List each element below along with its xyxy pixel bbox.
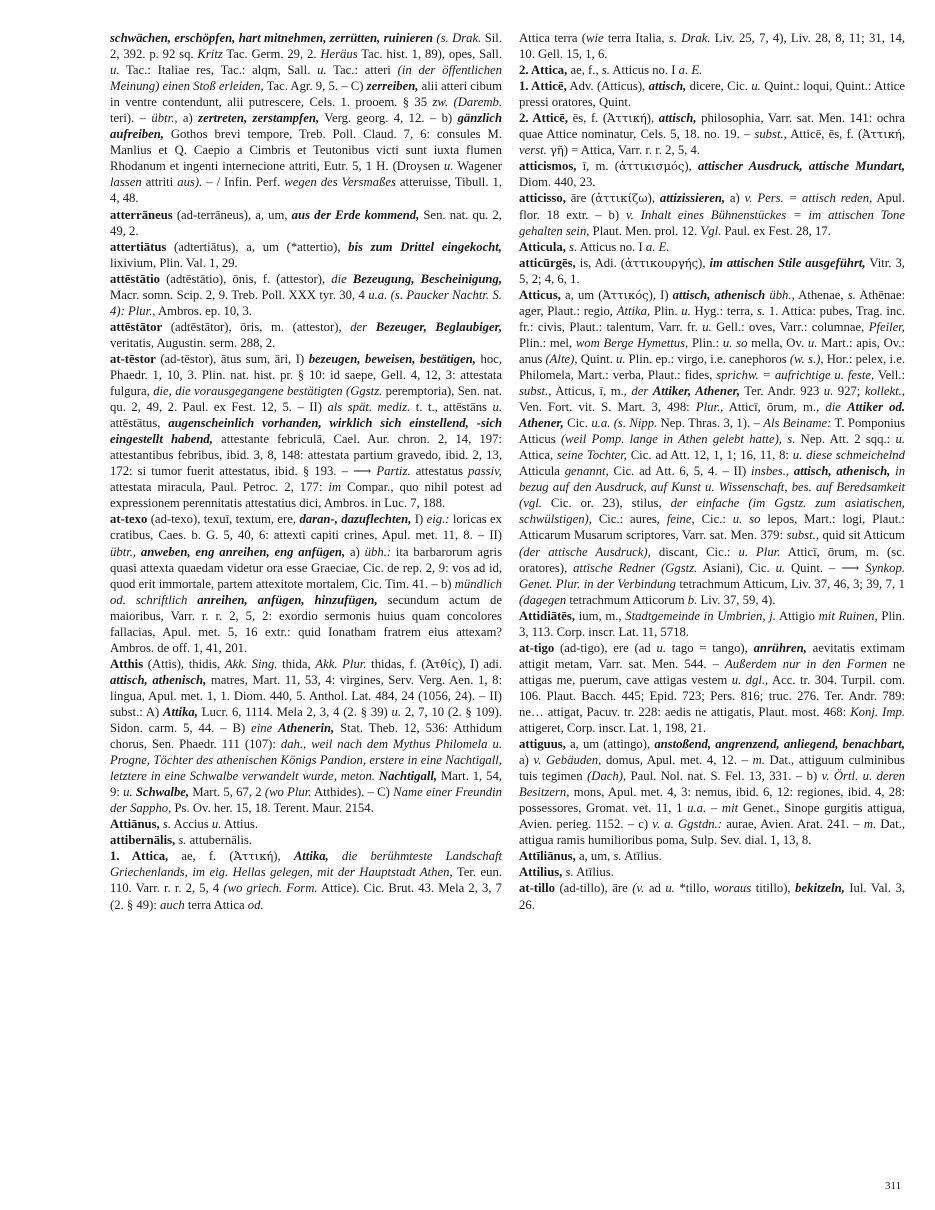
dictionary-entry: 2. Atticē, ēs, f. (Ἀττική), attisch, philosophia, Varr. sat. Men. 141: ochra quae Attice nominatur, Cels. 5, 18. no. 19. – subst., Atticē, ēs, f. (Ἀττική, verst. γῆ) = Attica, Varr. r. r. 2, 5, 4. xyxy=(519,111,905,158)
dictionary-entry: attertiātus (adtertiātus), a, um (*attertio), bis zum Drittel eingekocht, lixivium, Plin. Val. 1, 29. xyxy=(110,239,502,270)
dictionary-entry: at-tillo (ad-tillo), āre (v. ad u. *tillo, woraus titillo), bekitzeln, Iul. Val. 3, 26. xyxy=(519,881,905,912)
dictionary-entry: attēstātio (adtēstātio), ōnis, f. (attestor), die Bezeugung, Bescheinigung, Macr. somn. Scip. 2, 9. Treb. Poll. XXX tyr. 30, 4 u.a. (s. Paucker Nachtr. S. 4): Plur., Ambros. ep. 10, 3. xyxy=(110,271,503,318)
dictionary-entry: atticūrgēs, is, Adi. (ἀττικουργής), im attischen Stile ausgeführt, Vitr. 3, 5, 2; 4, 6, 1. xyxy=(519,255,905,286)
dictionary-entry: Attidiātēs, ium, m., Stadtgemeinde in Umbrien, j. Attigio mit Ruinen, Plin. 3, 113. Corp. inscr. Lat. 11, 5718. xyxy=(519,608,906,639)
right-column xyxy=(519,30,905,913)
dictionary-entry: Atticula, s. Atticus no. I a. E. xyxy=(519,239,670,254)
dictionary-entry: atticisso, āre (ἀττικίζω), attizissieren, a) v. Pers. = attisch reden, Apul. flor. 18 extr. – b) v. Inhalt eines Bühnenstückes = im attischen Tone gehalten sein, Plaut. Men. prol. 12. Vgl. Paul. ex Fest. 28, 17. xyxy=(519,191,906,238)
dictionary-entry: attēstātor (adtēstātor), ōris, m. (attestor), der Bezeuger, Beglaubiger, veritatis, Augustin. serm. 288, 2. xyxy=(110,319,503,350)
dictionary-entry: atterrāneus (ad-terrāneus), a, um, aus der Erde kommend, Sen. nat. qu. 2, 49, 2. xyxy=(110,207,502,238)
dictionary-entry: Attica terra (wie terra Italia, s. Drak. Liv. 25, 7, 4), Liv. 28, 8, 11; 31, 14, 10. Gell. 15, 1, 6. xyxy=(519,31,905,62)
dictionary-entry: 1. Attica, ae, f. (Ἀττική), Attika, die berühmteste Landschaft Griechenlands, im eig. Hellas gelegen, mit der Hauptstadt Athen, Ter. eun. 110. Varr. r. r. 2, 5, 4 (wo griech. Form. Attice). Cic. Brut. 43. Mela 2, 3, 7 (2. § 49): auch terra Attica od. xyxy=(110,849,503,912)
dictionary-entry: schwächen, erschöpfen, hart mitnehmen, zerrütten, ruinieren (s. Drak. Sil. 2, 392. p. 92 sq. Kritz Tac. Germ. 29, 2. Heräus Tac. hist. 1, 89), opes, Sall. u. Tac.: Italiae res, Tac.: alqm, Sall. u. Tac.: atteri (in der öffentlichen Meinung) einen Stoß erleiden, Tac. Agr. 9, 5. – C) zerreiben, alii atteri cibum in ventre contendunt, alii putrescere, Cels. 1. prooem. § 35 zw. (Daremb. teri). – übtr., a) zertreten, zerstampfen, Verg. georg. 4, 12. – b) gänzlich aufreiben, Gothos brevi tempore, Treb. Poll. Claud. 7, 6: consules M. Manlius et Q. Caepio a Cimbris et Teutonibus victi sunt iuxta flumen Rhodanum et ingenti internecione attriti, Eutr. 5, 1 H. (Droysen u. Wagener lassen attriti aus). – / Infin. Perf. wegen des Versmaßes atteruisse, Tibull. 1, 4, 48. xyxy=(110,31,503,206)
dictionary-entry: attibernālis, s. attubernālis. xyxy=(110,833,253,848)
dictionary-entry: Attiānus, s. Accius u. Attius. xyxy=(110,817,259,832)
dictionary-entry: at-texo (ad-texo), texuī, textum, ere, daran-, dazuflechten, I) eig.: loricas ex cratibus, Caes. b. G. 5, 40, 6: attexti capiti crines, Apul. met. 11, 8. – II) übtr., anweben, eng anreihen, eng anfügen, a) übh.: ita barbarorum agris quasi attexta quaedam videtur ora esse Graeciae, Cic. de rep. 2, 9: vos ad id, quod erit immortale, partem attexitote mortalem, Cic. Tim. 41. – b) mündlich od. schriftlich anreihen, anfügen, hinzufügen, secundum actum de maioribus, Varr. r. r. 2, 5, 2: exordio sermonis huius quam concolores fallacias, Apul. met. 5, 16 extr.: quid Ionatham fratrem eius attexam? Ambros. de off. 1, 41, 201. xyxy=(110,512,503,655)
dictionary-entry: Atthis (Attis), thidis, Akk. Sing. thida, Akk. Plur. thidas, f. (Ἀτθίς), I) adi. attisch, athenisch, matres, Mart. 11, 53, 4: virgines, Serv. Verg. Aen. 1, 8: lingua, Apul. met. 1, 1. Diom. 440, 5. Anthol. Lat. 484, 24 (1056, 24). – II) subst.: A) Attika, Lucr. 6, 1114. Mela 2, 3, 4 (2. § 39) u. 2, 7, 10 (2. § 109). Sidon. carm. 5, 44. – B) eine Athenerin, Stat. Theb. 12, 536: Atthidum chorus, Sen. Phaedr. 111 (107): dah., weil nach dem Mythus Philomela u. Progne, Töchter des athenischen Königs Pandion, erstere in eine Nachtigall, letztere in eine Schwalbe verwandelt wurde, meton. Nachtigall, Mart. 1, 54, 9: u. Schwalbe, Mart. 5, 67, 2 (wo Plur. Atthides). – C) Name einer Freundin der Sappho, Ps. Ov. her. 15, 18. Terent. Maur. 2154. xyxy=(110,656,503,816)
dictionary-entry: 2. Attica, ae, f., s. Atticus no. I a. E. xyxy=(519,63,703,78)
dictionary-entry: at-tēstor (ad-tēstor), ātus sum, āri, I) bezeugen, beweisen, bestätigen, hoc, Phaedr. 1, 10, 3. Plin. nat. hist. pr. § 10: id saepe, Gell. 4, 12, 3: attestata fulgura, die, die vorausgegangene bestätigten (Ggstz. peremptoria), Sen. nat. qu. 2, 49, 2. Paul. ex Fest. 12, 5. – II) als spät. mediz. t. t., attēstāns u. attēstātus, augenscheinlich vorhanden, wirklich sich einstellend, -sich eingestellt habend, attestante febriculā, Cael. Aur. chron. 2, 14, 197: attestantibus febribus, ibid. 3, 8, 148: attestata partium gravedo, ibid. 2, 13, 172: si tumor fuerit attestatus, ibid. § 193. – ⟶ Partiz. attestatus passiv, attestata miracula, Paul. Petroc. 2, 177: im Compar., quo nihil potest ad expressionem perennitatis attestatius dici, Ambros. in Luc. 7, 188. xyxy=(110,351,503,511)
dictionary-entry: atticismos, ī, m. (ἀττικισμός), attischer Ausdruck, attische Mundart, Diom. 440, 23. xyxy=(519,159,905,190)
page-number: 311 xyxy=(885,1180,902,1192)
dictionary-entry: Attilius, s. Atīlius. xyxy=(519,865,614,880)
dictionary-entry: at-tigo (ad-tigo), ere (ad u. tago = tango), anrühren, aevitatis extimam attigit metam, Varr. sat. Men. 544. – Außerdem nur in den Formen ne attigas me, puerum, cave attigas vestem u. dgl., Acc. tr. 304. Turpil. com. 106. Plaut. Bacch. 445; Epid. 723; Pers. 816; truc. 276. Ter. Andr. 789: ne… attigat, Pacuv. tr. 228: aedis ne attigatis, Plaut. most. 468: Konj. Imp. attigeret, Corp. inscr. Lat. 1, 198, 21. xyxy=(519,640,906,736)
dictionary-entry: Atticus, a, um (Ἀττικός), I) attisch, athenisch übh., Athenae, s. Athēnae: ager, Plaut.: regio, Attika, Plin. u. Hyg.: terra, s. 1. Attica: pubes, Trag. inc. fr.: civis, Plaut.: talentum, Varr. fr. u. Gell.: oves, Varr.: columnae, Pfeiler, Plin.: mel, wom Berge Hymettus, Plin.: u. so mella, Ov. u. Mart.: apis, Ov.: anus (Alte), Quint. u. Plin. ep.: virgo, i.e. canephoros (w. s.), Hor.: pelex, i.e. Philomela, Mart.: verba, Plaut.: fides, sprichw. = aufrichtige u. feste, Vell.: subst., Atticus, ī, m., der Attiker, Athener, Ter. Andr. 923 u. 927; kollekt., Ven. Fort. vit. S. Mart. 3, 498: Plur., Atticī, ōrum, m., die Attiker od. Athener, Cic. u.a. (s. Nipp. Nep. Thras. 3, 1). – Als Beiname: T. Pomponius Atticus (weil Pomp. lange in Athen gelebt hatte), s. Nep. Att. 2 sqq.: u. Attica, seine Tochter, Cic. ad Att. 12, 1, 1; 16, 11, 8: u. diese schmeichelnd Atticula genannt, Cic. ad Att. 6, 5, 4. – II) insbes., attisch, athenisch, in bezug auf den Ausdruck, auf Kunst u. Wissenschaft, bes. auf Beredsamkeit (vgl. Cic. or. 23), stilus, der einfache (im Ggstz. zum asiatischen, schwülstigen), Cic.: aures, feine, Cic.: u. so lepos, Mart.: logi, Plaut.: Atticarum Musarum scriptores, Varr. sat. Men. 379: subst., quid sit Atticum (der attische Ausdruck), discant, Cic.: u. Plur. Atticī, ōrum, m. (sc. oratores), attische Redner (Ggstz. Asiani), Cic. u. Quint. – ⟶ Synkop. Genet. Plur. in der Verbindung tetrachmum Atticum, Liv. 37, 46, 3; 39, 7, 1 (dagegen tetrachmum Atticorum b. Liv. 37, 59, 4). xyxy=(519,287,906,607)
dictionary-entry: 1. Atticē, Adv. (Atticus), attisch, dicere, Cic. u. Quint.: loqui, Quint.: Attice pressi oratores, Quint. xyxy=(519,79,906,110)
dictionary-entry: attiguus, a, um (attingo), anstoßend, angrenzend, anliegend, benachbart, a) v. Gebäuden, domus, Apul. met. 4, 12. – m. Dat., attiguum culminibus tuis tegimen (Dach), Paul. Nol. nat. S. Fel. 13, 331. – b) v. Örtl. u. deren Besitzern, mons, Apul. met. 4, 3: nemus, ibid. 6, 12: regiones, ibid. 4, 28: possessores, Gromat. vet. 11, 1 u.a. – mit Genet., Sinope gurgitis attigua, Avien. perieg. 1152. – c) v. a. Ggstdn.: aurae, Avien. Arat. 241. – m. Dat., attigua ramis humilioribus poma, Sulp. Sev. dial. 1, 13, 8. xyxy=(519,737,905,848)
dictionary-entry: Attīliānus, a, um, s. Atīlius. xyxy=(519,849,662,864)
left-column xyxy=(110,30,502,913)
